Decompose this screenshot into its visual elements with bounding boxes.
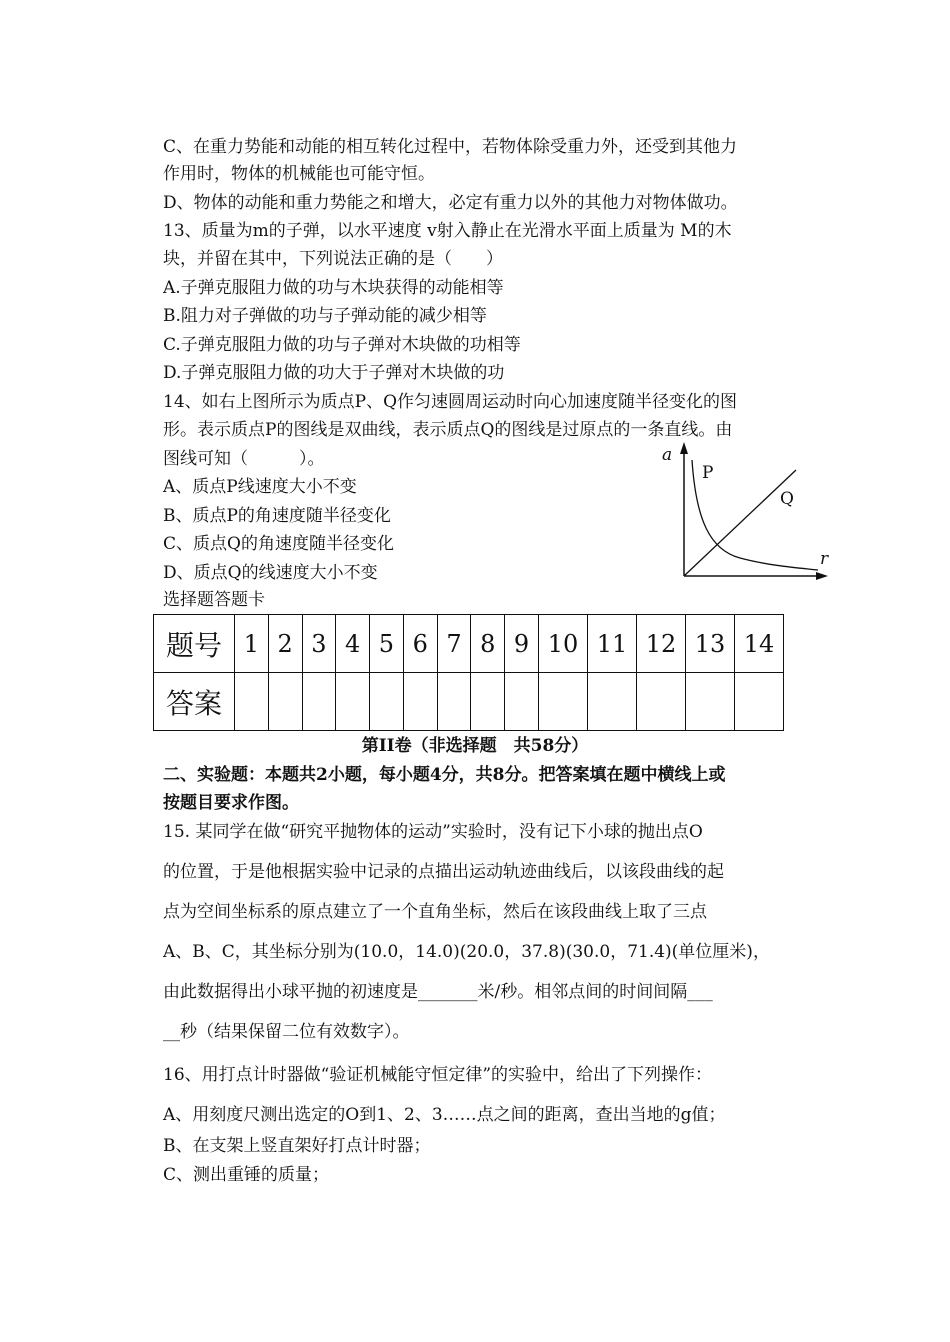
- answer-cell[interactable]: [268, 673, 302, 731]
- section-2-instructions-line1: 二、实验题：本题共2小题，每小题4分，共8分。把答案填在题中横线上或: [163, 765, 726, 785]
- q14-option-d: D、质点Q的线速度大小不变: [163, 563, 378, 583]
- question-number: 10: [539, 615, 588, 673]
- q13-option-c: C.子弹克服阻力做的功与子弹对木块做的功相等: [163, 335, 521, 355]
- question-15-line4: A、B、C，其坐标分别为(10.0，14.0)(20.0，37.8)(30.0，71.4)(单位厘米)，: [163, 942, 770, 962]
- question-number: 5: [370, 615, 404, 673]
- option-d: D、物体的动能和重力势能之和增大，必定有重力以外的其他力对物体做功。: [163, 193, 738, 213]
- question-14-line2: 形。表示质点P的图线是双曲线，表示质点Q的图线是过原点的一条直线。由: [163, 420, 733, 440]
- q14-option-c: C、质点Q的角速度随半径变化: [163, 534, 394, 554]
- part-2-title: 第II卷（非选择题 共58分）: [361, 736, 589, 756]
- answer-table: [153, 614, 784, 731]
- option-c-line2: 作用时，物体的机械能也可能守恒。: [163, 164, 435, 184]
- x-axis-label: r: [820, 549, 829, 569]
- question-15-line2: 的位置，于是他根据实验中记录的点描出运动轨迹曲线后，以该段曲线的起: [163, 862, 724, 882]
- q16-option-a: A、用刻度尺测出选定的O到1、2、3……点之间的距离，查出当地的g值；: [163, 1105, 726, 1125]
- question-number: 9: [505, 615, 539, 673]
- q16-option-b: B、在支架上竖直架好打点计时器；: [163, 1136, 431, 1156]
- section-2-instructions-line2: 按题目要求作图。: [163, 793, 299, 813]
- question-14-line1: 14、如右上图所示为质点P、Q作匀速圆周运动时向心加速度随半径变化的图: [163, 392, 738, 412]
- question-number-header: 题号: [154, 615, 235, 673]
- question-number: 3: [302, 615, 336, 673]
- answer-header: 答案: [154, 673, 235, 731]
- question-13-line1: 13、质量为m的子弹，以水平速度 v射入静止在光滑水平面上质量为 M的木: [163, 221, 732, 241]
- question-number: 11: [588, 615, 637, 673]
- answer-cell[interactable]: [471, 673, 505, 731]
- q13-option-a: A.子弹克服阻力做的功与木块获得的动能相等: [163, 278, 504, 298]
- q13-option-b: B.阻力对子弹做的功与子弹动能的减少相等: [163, 306, 487, 326]
- answer-cell[interactable]: [588, 673, 637, 731]
- line-q-label: Q: [780, 489, 794, 509]
- answer-cell[interactable]: [437, 673, 471, 731]
- y-axis-arrow: [680, 442, 688, 454]
- question-number: 12: [637, 615, 686, 673]
- question-15-line5: 由此数据得出小球平抛的初速度是_______米/秒。相邻点间的时间间隔___: [163, 982, 713, 1002]
- x-axis-arrow: [816, 572, 828, 580]
- question-15-line6: __秒（结果保留二位有效数字）。: [163, 1022, 410, 1042]
- question-13-line2: 块，并留在其中，下列说法正确的是（ ）: [163, 249, 503, 269]
- answer-cell[interactable]: [505, 673, 539, 731]
- answer-cell[interactable]: [735, 673, 784, 731]
- answer-row: [154, 673, 784, 731]
- answer-cell[interactable]: [336, 673, 370, 731]
- question-16-line1: 16、用打点计时器做“验证机械能守恒定律”的实验中，给出了下列操作：: [163, 1065, 713, 1085]
- answer-cell[interactable]: [539, 673, 588, 731]
- question-number: 1: [235, 615, 269, 673]
- q16-option-c: C、测出重锤的质量；: [163, 1165, 330, 1185]
- answer-card-title: 选择题答题卡: [163, 590, 265, 610]
- question-15-line3: 点为空间坐标系的原点建立了一个直角坐标，然后在该段曲线上取了三点: [163, 902, 707, 922]
- question-number: 4: [336, 615, 370, 673]
- option-c-line1: C、在重力势能和动能的相互转化过程中，若物体除受重力外，还受到其他力: [163, 137, 738, 157]
- q14-option-a: A、质点P线速度大小不变: [163, 477, 357, 497]
- q14-option-b: B、质点P的角速度随半径变化: [163, 506, 391, 526]
- question-15-line1: 15. 某同学在做“研究平抛物体的运动”实验时，没有记下小球的抛出点O: [163, 822, 703, 842]
- question-number: 8: [471, 615, 505, 673]
- line-q: [684, 470, 796, 576]
- answer-cell[interactable]: [370, 673, 404, 731]
- answer-cell[interactable]: [235, 673, 269, 731]
- question-number-row: [154, 615, 784, 673]
- y-axis-label: a: [662, 445, 673, 465]
- question-number: 2: [268, 615, 302, 673]
- answer-cell[interactable]: [637, 673, 686, 731]
- answer-cell[interactable]: [686, 673, 735, 731]
- q13-option-d: D.子弹克服阻力做的功大于子弹对木块做的功: [163, 363, 505, 383]
- answer-cell[interactable]: [403, 673, 437, 731]
- question-number: 14: [735, 615, 784, 673]
- question-number: 13: [686, 615, 735, 673]
- answer-cell[interactable]: [302, 673, 336, 731]
- question-14-line3: 图线可知（ ）。: [163, 449, 325, 469]
- question-number: 6: [403, 615, 437, 673]
- curve-p-label: P: [702, 463, 714, 483]
- question-number: 7: [437, 615, 471, 673]
- acceleration-radius-graph: [650, 440, 840, 590]
